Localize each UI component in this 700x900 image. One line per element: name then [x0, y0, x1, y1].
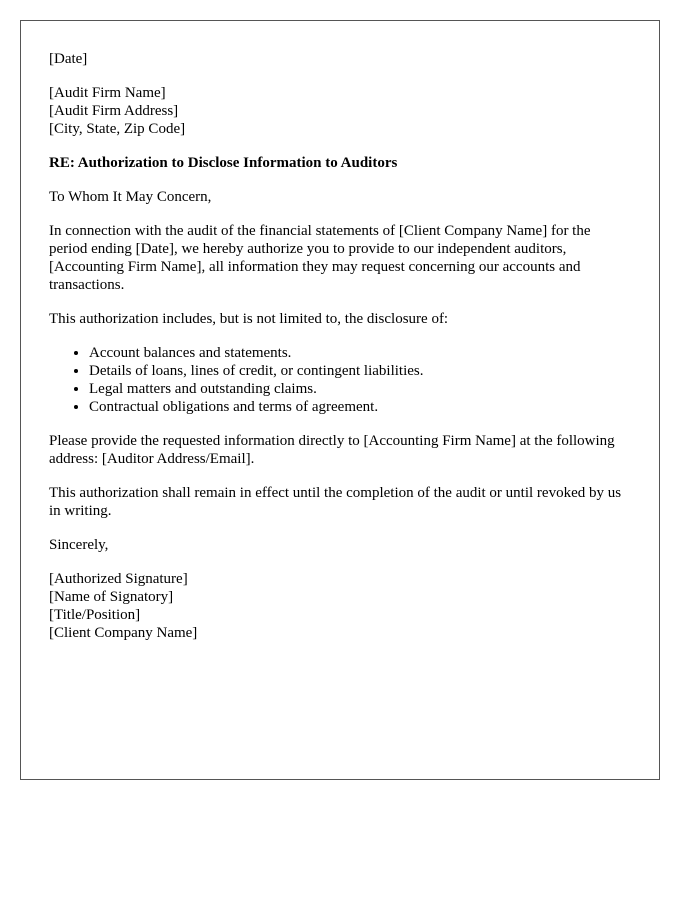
signature-block [49, 570, 631, 642]
recipient-address: [Audit Firm Address] [49, 103, 179, 119]
letter-page [20, 20, 660, 780]
list-item: • Legal matters and outstanding claims. [89, 380, 631, 398]
list-item: • Contractual obligations and terms of agreement. [89, 398, 631, 416]
body-paragraph-authorization: In connection with the audit of the financial statements of [Client Company Name] for the period ending [Date], we hereby authorize you to provide to our independent auditors, [Accounting Firm Name], all information they may request concerning our accounts and transactions. [49, 223, 591, 293]
list-item: • Account balances and statements. [89, 344, 631, 362]
recipient-city-state-zip: [City, State, Zip Code] [49, 121, 186, 137]
authorized-signature: [Authorized Signature] [49, 571, 188, 587]
body-paragraph-scope: This authorization includes, but is not limited to, the disclosure of: [49, 311, 449, 327]
subject-line: RE: Authorization to Disclose Information to Auditors [49, 155, 398, 171]
disclosure-list [49, 344, 631, 416]
closing: Sincerely, [49, 537, 109, 553]
salutation: To Whom It May Concern, [49, 189, 212, 205]
list-item: • Details of loans, lines of credit, or contingent liabilities. [89, 362, 631, 380]
signatory-title: [Title/Position] [49, 607, 141, 623]
recipient-name: [Audit Firm Name] [49, 85, 166, 101]
signatory-name: [Name of Signatory] [49, 589, 174, 605]
recipient-address-block [49, 84, 631, 138]
body-paragraph-delivery: Please provide the requested information directly to [Accounting Firm Name] at the following address: [Auditor Address/Email]. [49, 433, 615, 467]
client-company-name: [Client Company Name] [49, 625, 198, 641]
body-paragraph-duration: This authorization shall remain in effect until the completion of the audit or until revoked by us in writing. [49, 485, 622, 519]
letter-date: [Date] [49, 51, 88, 67]
